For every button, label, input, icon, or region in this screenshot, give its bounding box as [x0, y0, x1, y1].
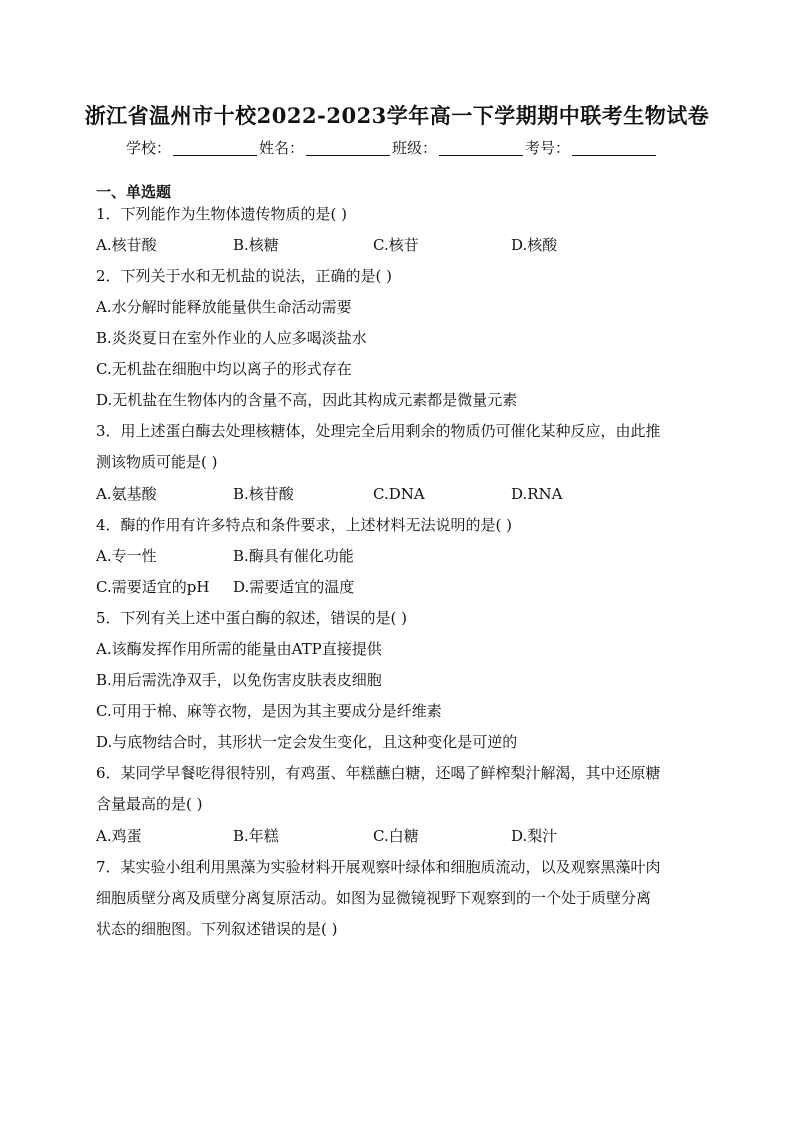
exam-no-blank	[572, 141, 656, 156]
question-1-option-a: A.核苷酸	[96, 236, 157, 254]
question-6-option-c: C.白糖	[373, 827, 419, 845]
question-3-stem-line-1: 3．用上述蛋白酶去处理核糖体，处理完全后用剩余的物质仍可催化某种反应，由此推	[96, 422, 661, 440]
name-blank	[306, 141, 390, 156]
question-4-option-a: A.专一性	[96, 547, 157, 565]
question-2-option-b: B.炎炎夏日在室外作业的人应多喝淡盐水	[96, 329, 367, 347]
question-4-option-b: B.酶具有催化功能	[233, 547, 354, 565]
student-info-line	[126, 137, 658, 158]
question-3-option-b: B.核苷酸	[233, 485, 294, 503]
question-3-option-d: D.RNA	[511, 485, 563, 503]
question-6-option-d: D.梨汁	[511, 827, 558, 845]
question-3-option-c: C.DNA	[373, 485, 425, 503]
question-5-option-b: B.用后需洗净双手，以免伤害皮肤表皮细胞	[96, 671, 382, 689]
section-heading: 一、单选题	[96, 183, 172, 201]
question-2-option-a: A.水分解时能释放能量供生命活动需要	[96, 298, 352, 316]
question-6-option-b: B.年糕	[233, 827, 279, 845]
class-label: 班级：	[392, 139, 438, 157]
question-3-option-a: A.氨基酸	[96, 485, 157, 503]
question-7-stem-line-3: 状态的细胞图。下列叙述错误的是( )	[96, 920, 338, 938]
name-label: 姓名：	[259, 139, 305, 157]
question-3-stem-line-2: 测该物质可能是( )	[96, 453, 218, 471]
question-4-stem: 4．酶的作用有许多特点和条件要求，上述材料无法说明的是( )	[96, 516, 513, 534]
page-title: 浙江省温州市十校2022-2023学年高一下学期期中联考生物试卷	[84, 103, 710, 128]
question-1-stem: 1．下列能作为生物体遗传物质的是( )	[96, 205, 348, 223]
question-1-option-b: B.核糖	[233, 236, 279, 254]
school-blank	[173, 141, 257, 156]
question-4-option-d: D.需要适宜的温度	[233, 578, 355, 596]
class-blank	[439, 141, 523, 156]
question-5-option-a: A.该酶发挥作用所需的能量由ATP直接提供	[96, 640, 382, 658]
question-7-stem-line-2: 细胞质壁分离及质壁分离复原活动。如图为显微镜视野下观察到的一个处于质壁分离	[96, 889, 652, 907]
question-1-option-c: C.核苷	[373, 236, 419, 254]
question-1-option-d: D.核酸	[511, 236, 558, 254]
question-6-option-a: A.鸡蛋	[96, 827, 142, 845]
question-5-option-d: D.与底物结合时，其形状一定会发生变化，且这种变化是可逆的	[96, 733, 518, 751]
exam-no-label: 考号：	[525, 139, 571, 157]
question-4-option-c: C.需要适宜的pH	[96, 578, 210, 596]
question-6-stem-line-2: 含量最高的是( )	[96, 795, 203, 813]
question-5-stem: 5．下列有关上述中蛋白酶的叙述，错误的是( )	[96, 609, 408, 627]
school-label: 学校：	[126, 139, 172, 157]
question-6-stem-line-1: 6．某同学早餐吃得很特别，有鸡蛋、年糕蘸白糖，还喝了鲜榨梨汁解渴，其中还原糖	[96, 764, 661, 782]
question-2-option-c: C.无机盐在细胞中均以离子的形式存在	[96, 360, 352, 378]
question-7-stem-line-1: 7．某实验小组利用黑藻为实验材料开展观察叶绿体和细胞质流动，以及观察黑藻叶肉	[96, 858, 661, 876]
question-2-stem: 2．下列关于水和无机盐的说法，正确的是( )	[96, 267, 393, 285]
question-2-option-d: D.无机盐在生物体内的含量不高，因此其构成元素都是微量元素	[96, 391, 518, 409]
question-5-option-c: C.可用于棉、麻等衣物，是因为其主要成分是纤维素	[96, 702, 442, 720]
